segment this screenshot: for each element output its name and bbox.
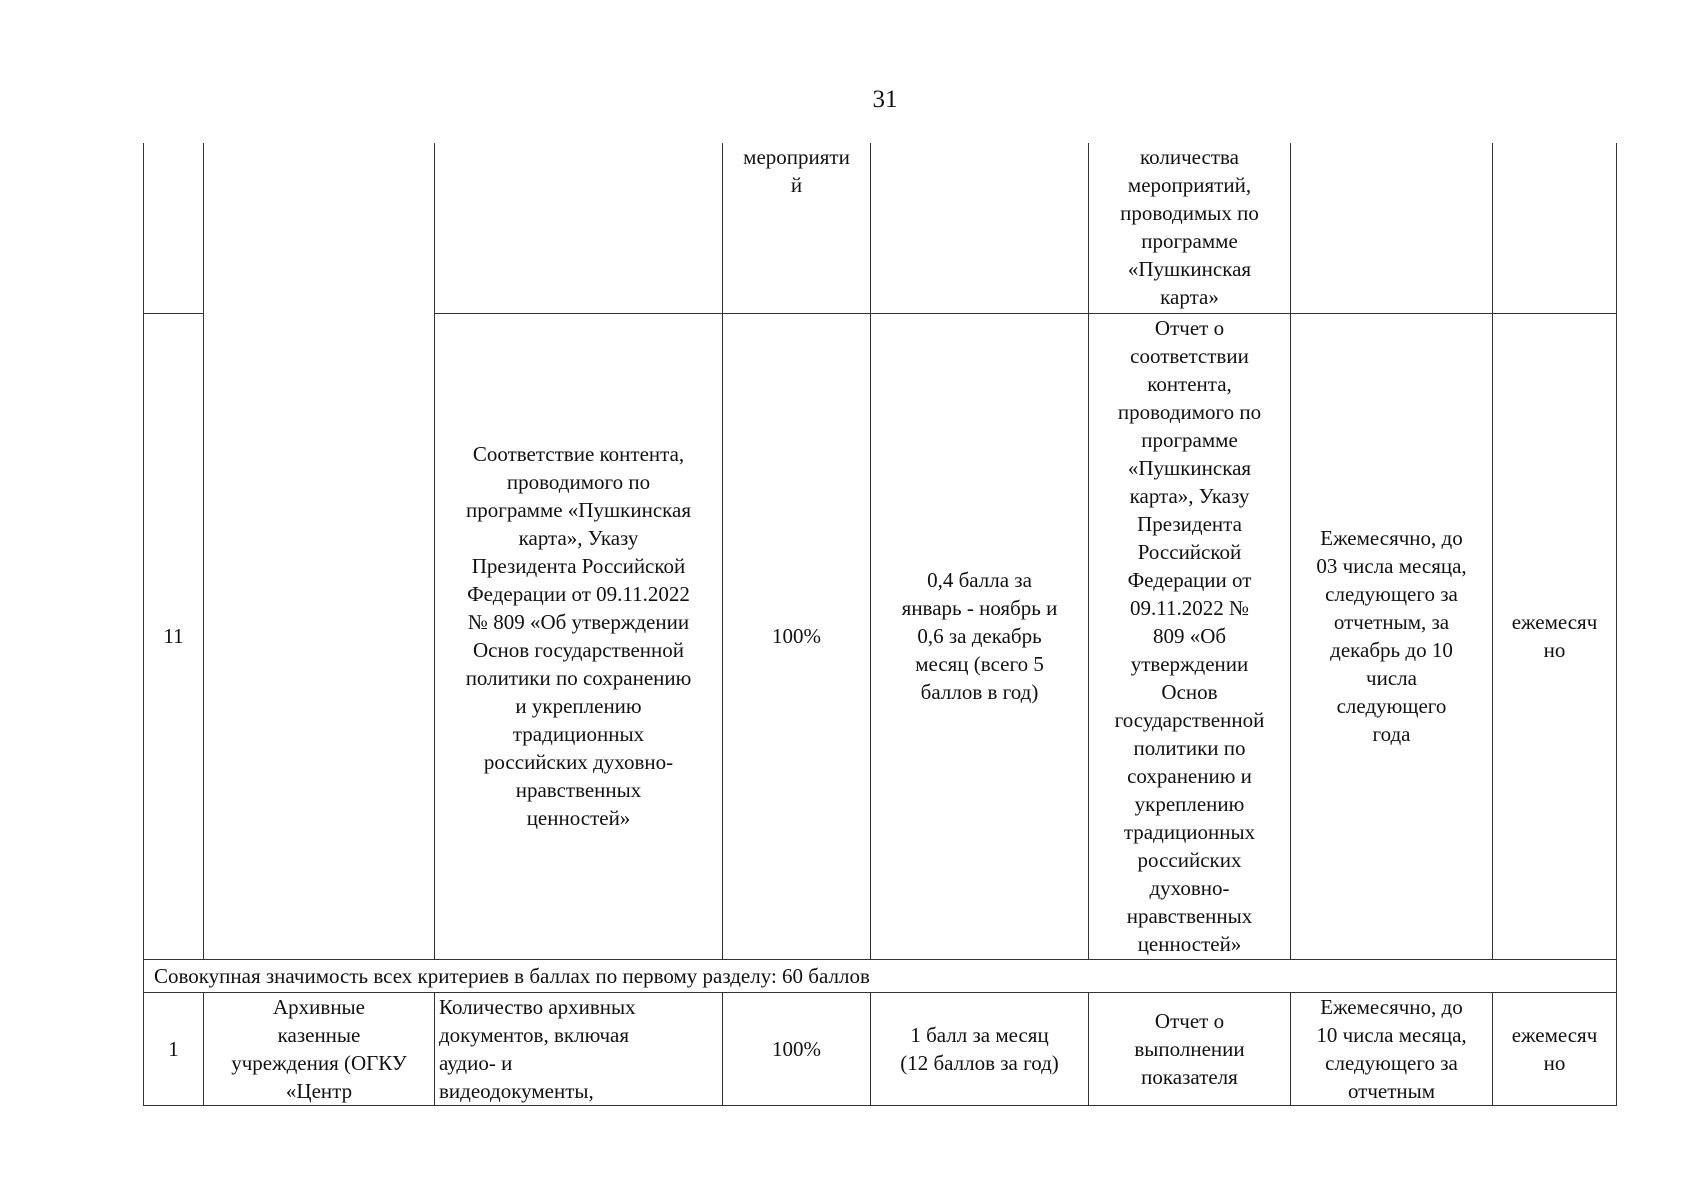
page-number: 31 (872, 86, 898, 113)
cell-num-empty (144, 143, 204, 313)
cell-target-continuation: мероприяти й (723, 143, 871, 313)
cell-report: Отчет о соответствии контента, проводимого по программе «Пушкинская карта», Указу Президента Российской Федерации от 09.11.2022 № 809 «Об утверждении Основ государственной политики по сохранению и укреплению традиционных российских духовно- нравственных ценностей» (1089, 313, 1291, 959)
section-summary: Совокупная значимость всех критериев в баллах по первому разделу: 60 баллов (144, 959, 1617, 992)
cell-frequency: ежемесяч но (1493, 992, 1617, 1105)
cell-num: 11 (144, 313, 204, 959)
cell-points-empty (871, 143, 1089, 313)
cell-points: 0,4 балла за январь - ноябрь и 0,6 за декабрь месяц (всего 5 баллов в год) (871, 313, 1089, 959)
cell-institution: Архивные казенные учреждения (ОГКУ «Центр (204, 992, 435, 1105)
cell-frequency-empty (1493, 143, 1617, 313)
criteria-table (143, 143, 1617, 1106)
cell-criterion-empty (435, 143, 723, 313)
table-row-continuation (144, 143, 1617, 313)
cell-deadline: Ежемесячно, до 10 числа месяца, следующего за отчетным (1291, 992, 1493, 1105)
table-row (144, 992, 1617, 1105)
cell-criterion: Количество архивных документов, включая аудио- и видеодокументы, (435, 992, 723, 1105)
cell-report: Отчет о выполнении показателя (1089, 992, 1291, 1105)
cell-report-continuation: количества мероприятий, проводимых по программе «Пушкинская карта» (1089, 143, 1291, 313)
cell-deadline-empty (1291, 143, 1493, 313)
summary-row (144, 959, 1617, 992)
cell-frequency: ежемесяч но (1493, 313, 1617, 959)
cell-points: 1 балл за месяц (12 баллов за год) (871, 992, 1089, 1105)
cell-target: 100% (723, 992, 871, 1105)
cell-target: 100% (723, 313, 871, 959)
cell-institution-empty (204, 143, 435, 959)
cell-deadline: Ежемесячно, до 03 числа месяца, следующего за отчетным, за декабрь до 10 числа следующего года (1291, 313, 1493, 959)
cell-criterion: Соответствие контента, проводимого по программе «Пушкинская карта», Указу Президента Российской Федерации от 09.11.2022 № 809 «Об утверждении Основ государственной политики по сохранению и укреплению традиционных российских духовно- нравственных ценностей» (435, 313, 723, 959)
cell-num: 1 (144, 992, 204, 1105)
